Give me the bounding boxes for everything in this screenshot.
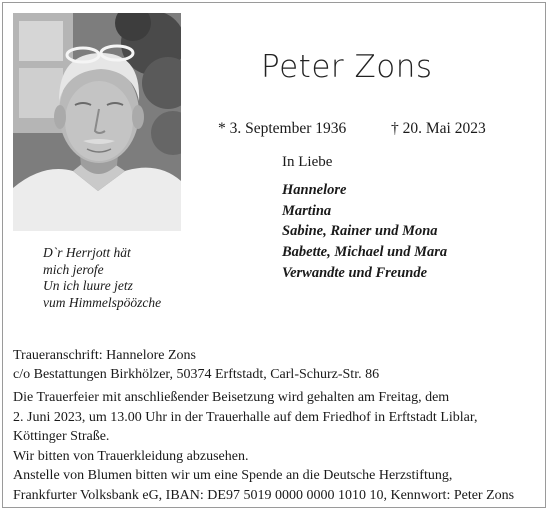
birth-date: * 3. September 1936 [218, 120, 347, 137]
service-line: Wir bitten von Trauerkleidung abzusehen. [13, 448, 249, 464]
mourner-name: Sabine, Rainer und Mona [282, 223, 438, 239]
service-line: Die Trauerfeier mit anschließender Beisetzung wird gehalten am Freitag, dem [13, 390, 450, 405]
service-line: Köttinger Straße. [13, 429, 110, 445]
death-date: † 20. Mai 2023 [391, 120, 486, 137]
relatives-and-friends: Verwandte und Freunde [282, 265, 428, 281]
mourning-address [13, 346, 379, 384]
portrait-photo [13, 13, 181, 231]
poem-line: vum Himmelspöözche [43, 294, 162, 310]
mourner-names-list [282, 180, 447, 262]
service-line: Frankfurter Volksbank eG, IBAN: DE97 5019 0000 0000 1010 10, Kennwort: Peter Zons [13, 487, 515, 503]
service-details [13, 388, 514, 506]
address-line: c/o Bestattungen Birkhölzer, 50374 Erftstadt, Carl-Schurz-Str. 86 [13, 367, 380, 382]
mourner-name: Babette, Michael und Mara [282, 243, 448, 260]
deceased-name: Peter Zons [261, 49, 433, 85]
poem-line: mich jerofe [43, 261, 104, 277]
in-loving-memory-label: In Liebe [282, 154, 333, 170]
dialect-poem [43, 245, 161, 311]
mourner-name: Martina [282, 202, 332, 219]
mourner-name: Hannelore [282, 182, 347, 198]
poem-line: D`r Herrjott hät [43, 245, 131, 260]
obituary-card [2, 2, 546, 508]
address-line: Traueranschrift: Hannelore Zons [13, 348, 196, 363]
poem-line: Un ich luure jetz [43, 278, 133, 293]
service-line: Anstelle von Blumen bitten wir um eine Spende an die Deutsche Herzstiftung, [13, 468, 453, 484]
service-line: 2. Juni 2023, um 13.00 Uhr in der Trauerhalle auf dem Friedhof in Erftstadt Liblar, [13, 409, 478, 425]
